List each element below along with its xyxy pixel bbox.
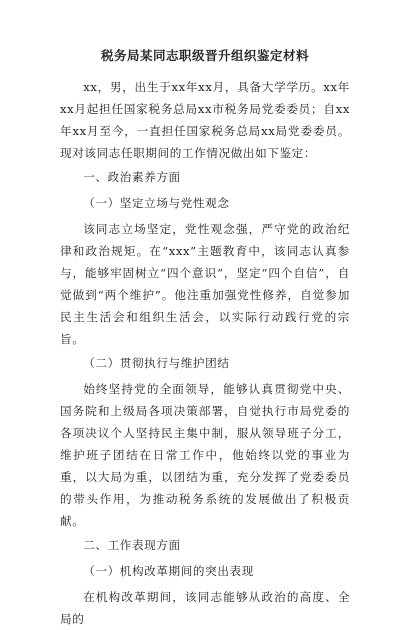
- intro-paragraph: xx，男，出生于xx年xx月，具备大学学历。xx年xx月起担任国家税务总局xx市税务局党委委员；自xx年xx月至今，一直担任国家税务总局xx局党委委员。现对该同志任职期间的工作情况做出如下鉴定：: [60, 80, 350, 160]
- section-heading-political: 一、政治素养方面: [83, 170, 181, 184]
- subheading-stance: （一）坚定立场与党性观念: [83, 196, 230, 210]
- subheading-unity: （二）贯彻执行与维护团结: [83, 356, 230, 370]
- paragraph-reform: 在机构改革期间，该同志能够从政治的高度、全局的: [60, 590, 350, 626]
- subheading-reform: （一）机构改革期间的突出表现: [83, 564, 254, 578]
- paragraph-stance: 该同志立场坚定，党性观念强，严守党的政治纪律和政治规矩。在“xxx”主题教育中，该同志认真参与，能够牢固树立“四个意识”，坚定“四个自信”，自觉做到“两个维护”。他注重加强党性修养，自觉参加民主生活会和组织生活会，以实际行动践行党的宗旨。: [60, 222, 350, 346]
- section-heading-work: 二、工作表现方面: [83, 538, 181, 552]
- paragraph-unity: 始终坚持党的全面领导，能够认真贯彻党中央、国务院和上级局各项决策部署，自觉执行市局党委的各项决议个人坚持民主集中制，服从领导班子分工，维护班子团结在日常工作中，他始终以党的事业为重，以大局为重，以团结为重，充分发挥了党委委员的带头作用，为推动税务系统的发展做出了积极贡献。: [60, 382, 350, 528]
- document-title: 税务局某同志职级晋升组织鉴定材料: [100, 48, 309, 63]
